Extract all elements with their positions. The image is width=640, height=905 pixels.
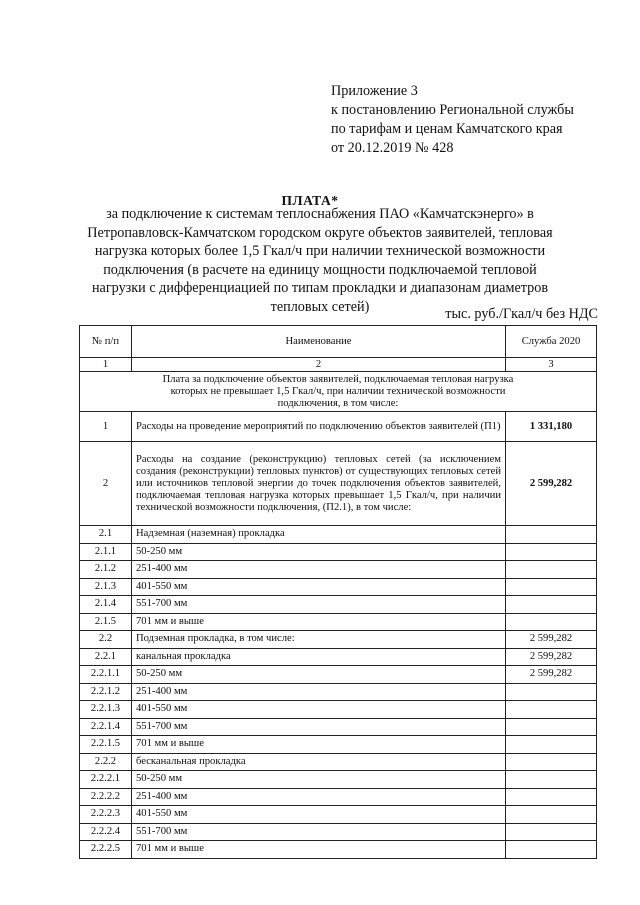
- row-name: 251-400 мм: [132, 561, 506, 579]
- row-value: 1 331,180: [506, 412, 597, 442]
- row-number: 2.2.2.5: [80, 841, 132, 859]
- row-number: 2.2.2: [80, 753, 132, 771]
- row-name: 551-700 мм: [132, 718, 506, 736]
- row-name: канальная прокладка: [132, 648, 506, 666]
- row-number: 2.1: [80, 526, 132, 544]
- table-row: [80, 701, 597, 719]
- row-name: Подземная прокладка, в том числе:: [132, 631, 506, 649]
- header-num: № п/п: [80, 326, 132, 358]
- units-label: тыс. руб./Гкал/ч без НДС: [445, 306, 598, 322]
- row-name: Расходы на создание (реконструкцию) тепловых сетей (за исключением создания (реконструкции) тепловых пунктов) от существующих тепловых сетей или источников тепловой энергии до точек подключения объектов заявителей, подключаемая тепловая нагрузка которых превышает 1,5 Гкал/ч, при наличии технической возможности подключения, (П2.1), в том числе:: [132, 442, 506, 526]
- table-row: [80, 412, 597, 442]
- index-row: [80, 358, 597, 372]
- row-value: [506, 578, 597, 596]
- appendix-line: по тарифам и ценам Камчатского края: [331, 121, 563, 137]
- table-row: [80, 578, 597, 596]
- row-number: 2.2: [80, 631, 132, 649]
- table-row: [80, 788, 597, 806]
- table-row: [80, 613, 597, 631]
- row-value: [506, 771, 597, 789]
- row-number: 2.1.2: [80, 561, 132, 579]
- row-value: 2 599,282: [506, 631, 597, 649]
- appendix-line: Приложение 3: [331, 83, 418, 99]
- table-row: [80, 648, 597, 666]
- table-row: [80, 526, 597, 544]
- row-number: 2: [80, 442, 132, 526]
- row-name: 401-550 мм: [132, 806, 506, 824]
- document-title: ПЛАТА*: [281, 193, 339, 208]
- table-row: [80, 442, 597, 526]
- row-value: [506, 596, 597, 614]
- row-number: 2.1.3: [80, 578, 132, 596]
- row-value: 2 599,282: [506, 648, 597, 666]
- header-row: [80, 326, 597, 358]
- row-number: 2.2.1.1: [80, 666, 132, 684]
- row-name: Расходы на проведение мероприятий по подключению объектов заявителей (П1): [132, 412, 506, 442]
- row-name: 701 мм и выше: [132, 613, 506, 631]
- row-value: [506, 806, 597, 824]
- row-number: 2.2.1.4: [80, 718, 132, 736]
- row-number: 2.2.2.1: [80, 771, 132, 789]
- row-number: 2.2.2.3: [80, 806, 132, 824]
- row-name: 50-250 мм: [132, 543, 506, 561]
- table-row: [80, 823, 597, 841]
- document-subtitle: за подключение к системам теплоснабжения ПАО «Камчатскэнерго» в Петропавловск-Камчатском городском округе объектов заявителей, тепловая нагрузка которых более 1,5 Гкал/ч при наличии технической возможности подключения (в расчете на единицу мощности подключаемой тепловой нагрузки с дифференциацией по типам прокладки и диапазонам диаметров тепловых сетей): [87, 206, 553, 315]
- row-value: [506, 613, 597, 631]
- row-value: [506, 683, 597, 701]
- row-number: 2.2.2.4: [80, 823, 132, 841]
- row-number: 2.2.2.2: [80, 788, 132, 806]
- row-value: [506, 841, 597, 859]
- row-value: [506, 543, 597, 561]
- row-number: 2.1.4: [80, 596, 132, 614]
- header-service: Служба 2020: [506, 326, 597, 358]
- row-name: 50-250 мм: [132, 771, 506, 789]
- row-number: 2.2.1: [80, 648, 132, 666]
- row-value: [506, 736, 597, 754]
- row-value: 2 599,282: [506, 442, 597, 526]
- table-row: [80, 543, 597, 561]
- row-name: 701 мм и выше: [132, 736, 506, 754]
- index-cell: 3: [506, 358, 597, 372]
- table-row: [80, 841, 597, 859]
- table-row: [80, 736, 597, 754]
- table-row: [80, 561, 597, 579]
- appendix-block: [331, 82, 621, 158]
- table-row: [80, 631, 597, 649]
- appendix-line: от 20.12.2019 № 428: [331, 140, 454, 156]
- section-header-row: [80, 372, 597, 412]
- table-row: [80, 683, 597, 701]
- row-number: 2.2.1.2: [80, 683, 132, 701]
- row-name: 401-550 мм: [132, 578, 506, 596]
- row-number: 2.2.1.3: [80, 701, 132, 719]
- table-row: [80, 596, 597, 614]
- row-value: [506, 823, 597, 841]
- row-value: [506, 788, 597, 806]
- row-number: 2.1.1: [80, 543, 132, 561]
- table-row: [80, 806, 597, 824]
- table-row: [80, 666, 597, 684]
- row-name: 401-550 мм: [132, 701, 506, 719]
- row-number: 1: [80, 412, 132, 442]
- row-name: 251-400 мм: [132, 788, 506, 806]
- appendix-line: к постановлению Региональной службы: [331, 102, 574, 118]
- row-value: 2 599,282: [506, 666, 597, 684]
- section-header: Плата за подключение объектов заявителей, подключаемая тепловая нагрузка которых не превышает 1,5 Гкал/ч, при наличии технической возможности подключения, в том числе:: [80, 372, 597, 412]
- row-name: 701 мм и выше: [132, 841, 506, 859]
- row-number: 2.2.1.5: [80, 736, 132, 754]
- row-value: [506, 701, 597, 719]
- table-row: [80, 718, 597, 736]
- index-cell: 2: [132, 358, 506, 372]
- row-value: [506, 718, 597, 736]
- row-value: [506, 561, 597, 579]
- row-name: 551-700 мм: [132, 596, 506, 614]
- row-value: [506, 526, 597, 544]
- row-number: 2.1.5: [80, 613, 132, 631]
- header-name: Наименование: [132, 326, 506, 358]
- row-value: [506, 753, 597, 771]
- index-cell: 1: [80, 358, 132, 372]
- row-name: бесканальная прокладка: [132, 753, 506, 771]
- row-name: Надземная (наземная) прокладка: [132, 526, 506, 544]
- table-row: [80, 753, 597, 771]
- table-row: [80, 771, 597, 789]
- tariff-table: [79, 325, 597, 859]
- row-name: 50-250 мм: [132, 666, 506, 684]
- row-name: 251-400 мм: [132, 683, 506, 701]
- row-name: 551-700 мм: [132, 823, 506, 841]
